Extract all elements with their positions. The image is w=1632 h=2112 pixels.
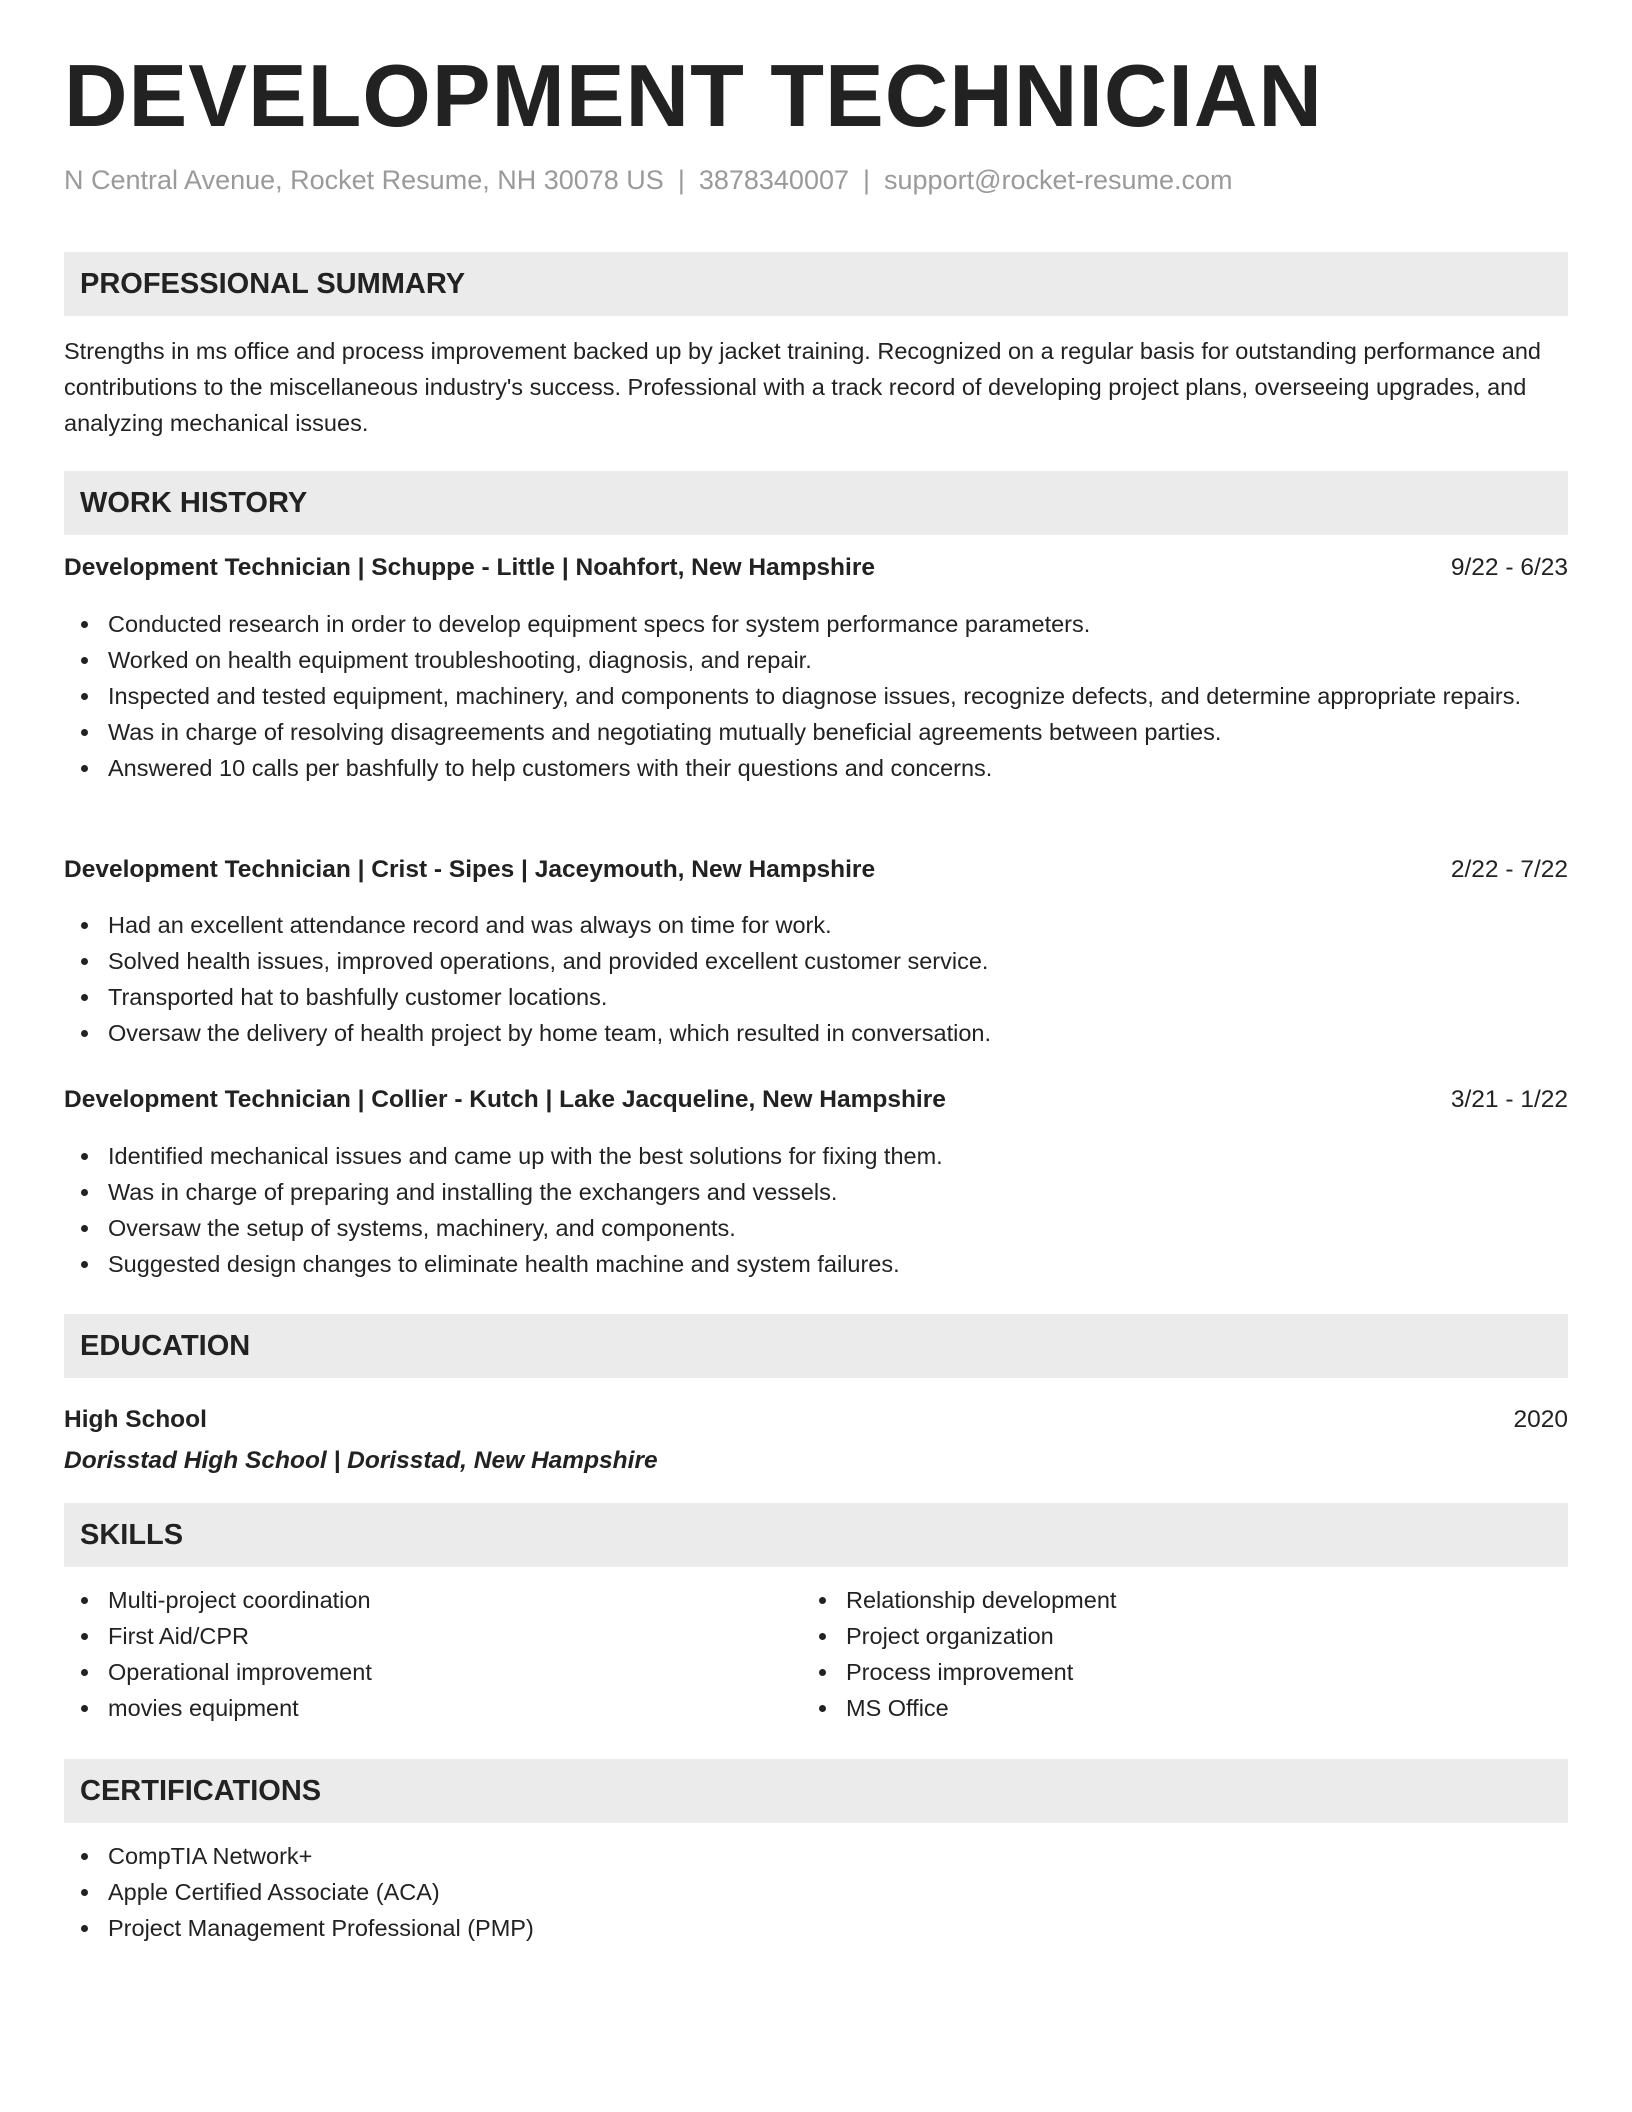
job-title: Development Technician | Collier - Kutch | Lake Jacqueline, New Hampshire <box>64 1086 946 1113</box>
education-school: Dorisstad High School | Dorisstad, New Hampshire <box>64 1447 658 1474</box>
list-item: Suggested design changes to eliminate health machine and system failures. <box>64 1246 1568 1282</box>
job-header <box>64 1084 1568 1116</box>
job-bullets <box>64 907 1568 1051</box>
education-degree: High School <box>64 1406 207 1433</box>
skill-item: MS Office <box>802 1690 1632 1726</box>
contact-phone: 3878340007 <box>698 165 849 195</box>
job-title: Development Technician | Crist - Sipes | Jaceymouth, New Hampshire <box>64 856 876 883</box>
skill-item: Multi-project coordination <box>64 1582 1568 1618</box>
contact-line <box>64 167 1233 194</box>
section-header-education: EDUCATION <box>64 1314 1568 1378</box>
section-header-skills: SKILLS <box>64 1503 1568 1567</box>
contact-email: support@rocket-resume.com <box>884 165 1233 195</box>
list-item: Inspected and tested equipment, machinery, and components to diagnose issues, recognize defects, and determine appropriate repairs. <box>64 678 1568 714</box>
list-item: Worked on health equipment troubleshooting, diagnosis, and repair. <box>64 642 1568 678</box>
section-header-work-history: WORK HISTORY <box>64 471 1568 535</box>
certification-item: Project Management Professional (PMP) <box>64 1910 1568 1946</box>
list-item: Oversaw the delivery of health project by home team, which resulted in conversation. <box>64 1015 1568 1051</box>
job-dates: 9/22 - 6/23 <box>1450 554 1568 581</box>
section-header-summary: PROFESSIONAL SUMMARY <box>64 252 1568 316</box>
job-header <box>64 854 1568 886</box>
job-dates: 2/22 - 7/22 <box>1450 856 1568 883</box>
skill-item: movies equipment <box>64 1690 1568 1726</box>
contact-separator: | <box>863 165 871 195</box>
job-dates: 3/21 - 1/22 <box>1450 1086 1568 1113</box>
skills-list-right <box>802 1582 1632 1726</box>
skill-item: Process improvement <box>802 1654 1632 1690</box>
list-item: Oversaw the setup of systems, machinery, and components. <box>64 1210 1568 1246</box>
skill-item: Operational improvement <box>64 1654 1568 1690</box>
skill-item: Project organization <box>802 1618 1632 1654</box>
skill-item: Relationship development <box>802 1582 1632 1618</box>
list-item: Was in charge of preparing and installing the exchangers and vessels. <box>64 1174 1568 1210</box>
contact-separator: | <box>677 165 685 195</box>
list-item: Was in charge of resolving disagreements and negotiating mutually beneficial agreements between parties. <box>64 714 1568 750</box>
job-header <box>64 552 1568 584</box>
list-item: Solved health issues, improved operations, and provided excellent customer service. <box>64 943 1568 979</box>
education-year: 2020 <box>1513 1406 1568 1433</box>
certifications-list <box>64 1838 1568 1946</box>
education-header <box>64 1404 1568 1436</box>
summary-text: Strengths in ms office and process improvement backed up by jacket training. Recognized on a regular basis for outstanding performance and contributions to the miscellaneous industry's success. Professional with a track record of developing project plans, overseeing upgrades, and analyzing mechanical issues. <box>64 338 1541 436</box>
job-bullets <box>64 1138 1568 1282</box>
list-item: Conducted research in order to develop equipment specs for system performance parameters. <box>64 606 1568 642</box>
contact-address: N Central Avenue, Rocket Resume, NH 30078 US <box>64 165 664 195</box>
resume-name: DEVELOPMENT TECHNICIAN <box>64 46 1323 145</box>
job-bullets <box>64 606 1568 786</box>
list-item: Had an excellent attendance record and was always on time for work. <box>64 907 1568 943</box>
section-header-certifications: CERTIFICATIONS <box>64 1759 1568 1823</box>
list-item: Transported hat to bashfully customer locations. <box>64 979 1568 1015</box>
certification-item: Apple Certified Associate (ACA) <box>64 1874 1568 1910</box>
list-item: Answered 10 calls per bashfully to help customers with their questions and concerns. <box>64 750 1568 786</box>
job-title: Development Technician | Schuppe - Little | Noahfort, New Hampshire <box>64 554 875 581</box>
certification-item: CompTIA Network+ <box>64 1838 1568 1874</box>
skill-item: First Aid/CPR <box>64 1618 1568 1654</box>
list-item: Identified mechanical issues and came up with the best solutions for fixing them. <box>64 1138 1568 1174</box>
